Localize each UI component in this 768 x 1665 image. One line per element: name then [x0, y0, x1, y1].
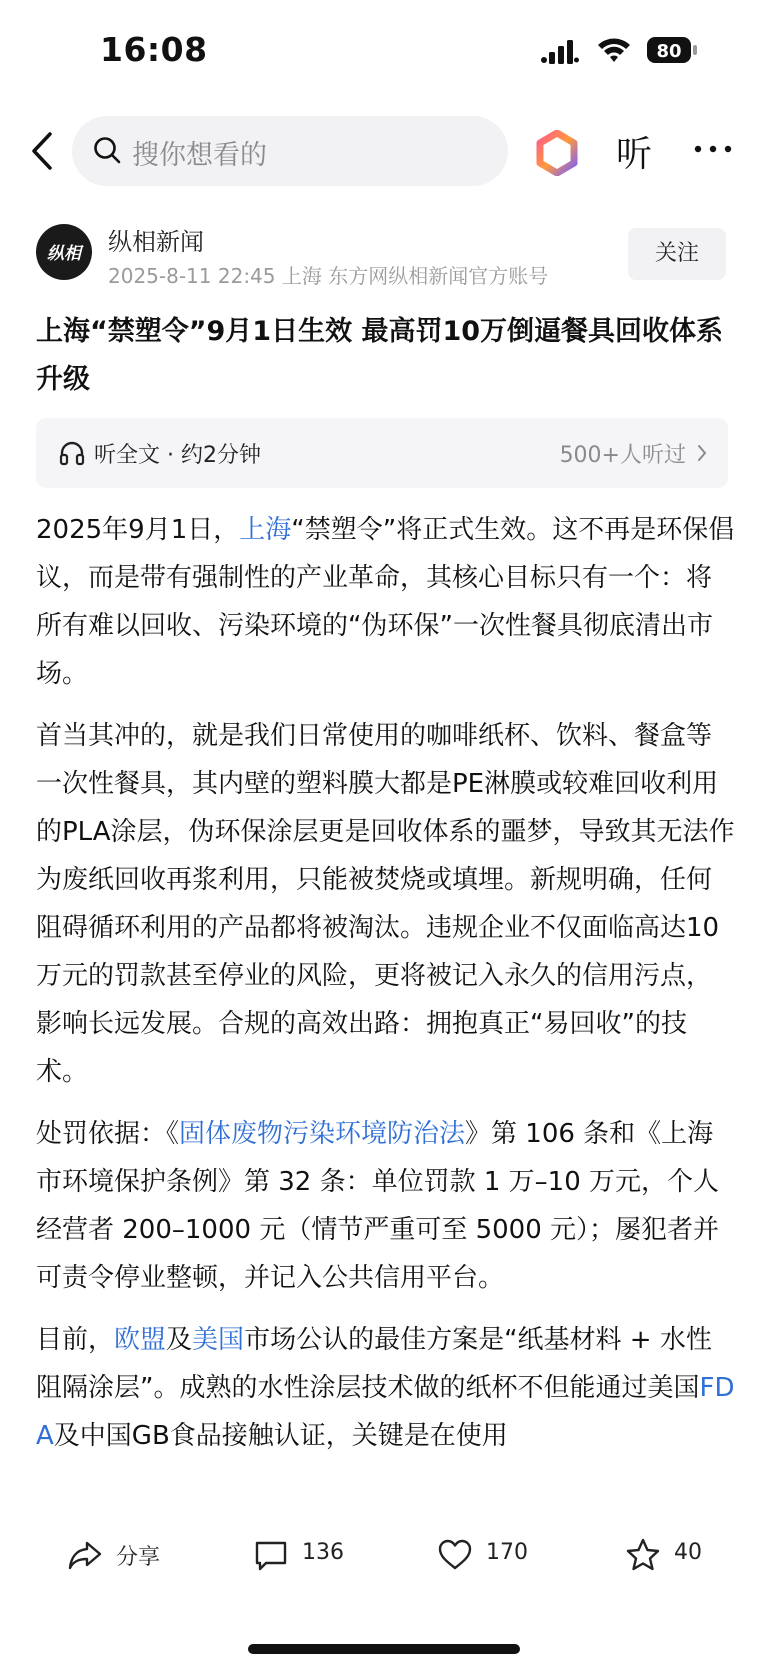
topic-link-fda[interactable]: FDA: [36, 1373, 735, 1451]
avatar-logo-text: 纵相: [47, 244, 81, 264]
text-run: 及中国GB食品接触认证，关键是在使用: [53, 1421, 508, 1451]
share-icon: [66, 1536, 104, 1574]
topic-link-usa[interactable]: 美国: [192, 1325, 245, 1355]
headphones-icon: [58, 439, 86, 467]
chevron-right-icon: [696, 443, 708, 463]
comment-count: 136: [302, 1540, 344, 1565]
topic-link-law[interactable]: 固体废物污染环境防治法: [179, 1119, 466, 1149]
follow-button[interactable]: 关注: [628, 228, 726, 280]
text-run: 2025年9月1日，: [36, 515, 240, 545]
status-bar: [0, 0, 768, 100]
ai-assistant-icon[interactable]: [536, 130, 578, 176]
star-icon: [624, 1536, 662, 1574]
wifi-icon: [596, 34, 632, 64]
cellular-signal-icon: [540, 38, 580, 64]
like-count: 170: [486, 1540, 528, 1565]
paragraph: [36, 1316, 736, 1460]
share-label: 分享: [116, 1545, 161, 1570]
topic-link-eu[interactable]: 欧盟: [114, 1325, 167, 1355]
bottom-action-bar: [0, 1500, 768, 1610]
post-meta: 2025-8-11 22:45 上海 东方网纵相新闻官方账号: [108, 264, 549, 288]
author-name[interactable]: 纵相新闻: [108, 228, 204, 256]
search-bar[interactable]: [72, 116, 508, 186]
text-run: “禁塑令”将正式生效。这不再是环保倡议，而是带有强制性的产业革命，其核心目标只有一个：将所有难以回收、污染环境的“伪环保”一次性餐具彻底清出市场。: [36, 515, 735, 689]
search-placeholder: 搜你想看的: [132, 140, 267, 171]
more-options-icon[interactable]: [692, 138, 734, 160]
battery-level: 80: [656, 41, 682, 62]
author-avatar[interactable]: [36, 224, 92, 280]
article-body: [36, 506, 736, 1474]
search-icon: [92, 135, 122, 165]
article-title: 上海“禁塑令”9月1日生效 最高罚10万倒逼餐具回收体系升级: [36, 316, 724, 395]
text-run: 处罚依据：《: [36, 1119, 180, 1149]
back-arrow-icon[interactable]: [28, 128, 58, 174]
text-run: 及: [166, 1325, 193, 1355]
text-run: 》第 106 条和《上海市环境保护条例》第 32 条：单位罚款 1 万–10 万元，个人经营者 200–1000 元（情节严重可至 5000 元）；屡犯者并可责令停业整顿，并记入公共信用平台。: [36, 1119, 720, 1293]
text-run: 目前，: [36, 1325, 115, 1355]
favorite-count: 40: [674, 1540, 702, 1565]
paragraph: 首当其冲的，就是我们日常使用的咖啡纸杯、饮料、餐盒等一次性餐具，其内壁的塑料膜大都是PE淋膜或较难回收利用的PLA涂层，伪环保涂层更是回收体系的噩梦，导致其无法作为废纸回收再浆利用，只能被焚烧或填埋。新规明确，任何阻碍循环利用的产品都将被淘汰。违规企业不仅面临高达10万元的罚款甚至停业的风险，更将被记入永久的信用污点，影响长远发展。合规的高效出路：拥抱真正“易回收”的技术。: [36, 721, 735, 1087]
paragraph: [36, 506, 736, 698]
listen-label: 听全文 · 约2分钟: [94, 443, 261, 468]
home-indicator[interactable]: [248, 1644, 520, 1654]
listen-full-article-card[interactable]: [36, 418, 728, 488]
listen-button[interactable]: 听: [616, 134, 653, 175]
battery-icon: [646, 36, 698, 64]
listen-count: 500+人听过: [559, 443, 686, 468]
status-time: 16:08: [100, 30, 208, 69]
paragraph: [36, 1110, 736, 1302]
comment-icon: [252, 1536, 290, 1574]
text-run: 市场公认的最佳方案是“纸基材料 + 水性阻隔涂层”。成熟的水性涂层技术做的纸杯不但能通过美国: [36, 1325, 712, 1403]
heart-icon: [436, 1536, 474, 1574]
topic-link-shanghai[interactable]: 上海: [239, 515, 292, 545]
